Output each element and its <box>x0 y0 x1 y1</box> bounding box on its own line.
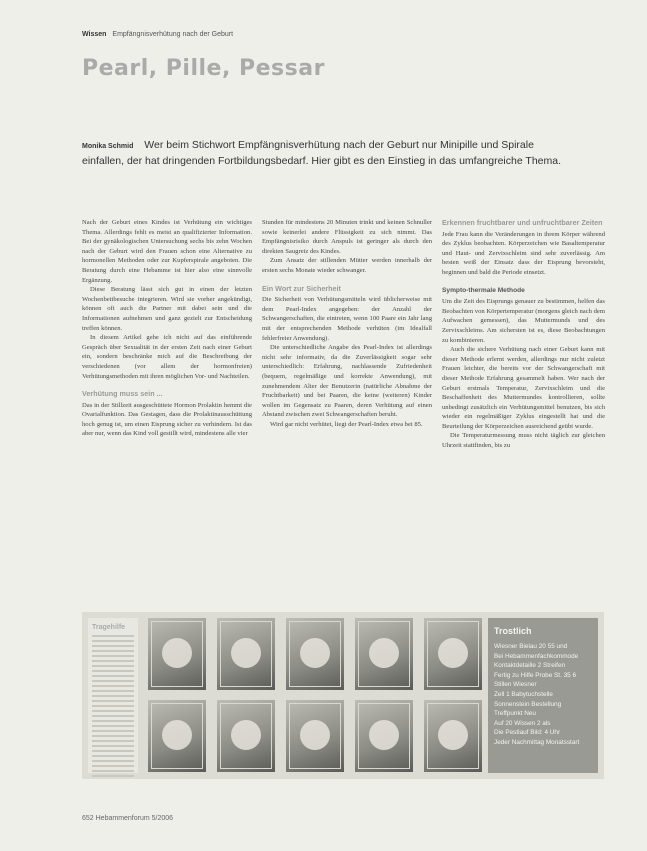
text-column-3 <box>442 218 605 451</box>
photo <box>355 618 413 690</box>
info-title: Trostlich <box>494 626 532 636</box>
subheading: Verhütung muss sein ... <box>82 389 163 399</box>
photo <box>148 618 206 690</box>
guide-line <box>92 730 134 732</box>
guide-line <box>92 775 134 777</box>
paragraph: Um die Zeit des Eisprungs genauer zu bestimmen, helfen das Beobachten von Körpertemperatur (morgens gleich nach dem Aufwachen gemessen), das Muttermunds und des Zervixschleims. Am sichersten ist es, diese Beobachtungen zu kombinieren. <box>442 298 605 344</box>
subheading: Sympto-thermale Methode <box>442 286 525 294</box>
paragraph: Diese Beratung lässt sich gut in einen der letzten Wochenbettbesuche integrieren. Wird sie vorher angekündigt, können oft auch die Partner mit dabei sein und die Informationen aufnehmen und ganz gezielt zur Entscheidung treffen können. <box>82 286 252 332</box>
info-row: Treffpunkt Neu <box>494 710 536 718</box>
photo <box>424 700 482 772</box>
guide-line <box>92 675 134 677</box>
guide-line <box>92 705 134 707</box>
paragraph: Zum Ansatz der stillenden Mütter werden innerhalb der ersten sechs Monate wieder schwanger. <box>262 257 432 274</box>
article-lead <box>82 138 572 168</box>
guide-title: Tragehilfe <box>92 624 126 631</box>
guide-line <box>92 750 134 752</box>
text-column-1 <box>82 218 252 439</box>
guide-line <box>92 760 134 762</box>
guide-line <box>92 735 134 737</box>
guide-line <box>92 700 134 702</box>
subheading: Erkennen fruchtbarer und unfruchtbarer Zeiten <box>442 218 603 227</box>
photo <box>217 618 275 690</box>
info-row: Jeder Nachmittag Monatsstart <box>494 738 580 746</box>
paragraph: Wird gar nicht verhütet, liegt der Pearl-Index etwa bei 85. <box>270 420 423 428</box>
guide-line <box>92 745 134 747</box>
info-row: Zell 1 Babytuchstelle <box>494 690 553 698</box>
section-label: Wissen <box>82 31 107 38</box>
photo-panel <box>82 612 604 779</box>
guide-line <box>92 770 134 772</box>
paragraph: Die Temperaturmessung muss nicht täglich zur gleichen Uhrzeit stattfinden, bis zu <box>442 432 605 450</box>
subheading: Ein Wort zur Sicherheit <box>262 283 341 293</box>
photo <box>148 700 206 772</box>
carrier-guide <box>88 618 138 773</box>
guide-line <box>92 645 134 647</box>
guide-line <box>92 635 134 637</box>
section-header <box>82 31 233 38</box>
guide-line <box>92 740 134 742</box>
paragraph: Die unterschiedliche Angabe des Pearl-Index ist allerdings nicht sehr informativ, da die Zuverlässigkeit sogar sehr unterschiedlich: Erfahrung, nachlassende Zufriedenheit (bequem, regelmäßige und korrekte Anwendung), mit zunehmendem Alter der Benutzerin (natürliche Abnahme der Fruchtbarkeit) und bei Paaren, die keine (weiteren) Kinder wollen im Gegensatz zu Paaren, deren Verhütung auf einen Abstand zwischen zwei Schwangerschaften beruht. <box>262 344 432 419</box>
guide-line <box>92 650 134 652</box>
guide-line <box>92 710 134 712</box>
guide-line <box>92 690 134 692</box>
guide-line <box>92 715 134 717</box>
guide-line <box>92 640 134 642</box>
photo <box>217 700 275 772</box>
paragraph: Nach der Geburt eines Kindes ist Verhütung ein wichtiges Thema. Allerdings fehlt es meist an qualifizierter Information. Bei der gynäkologischen Untersuchung sechs bis zehn Wochen nach der Geburt wird den Frauen schon eine Alternative zu hormonellen Methoden oder zur Kupferspirale angeboten. Die Beratung durch eine Hebamme ist hier also eine sinnvolle Ergänzung. <box>82 219 252 284</box>
paragraph: Jede Frau kann die Veränderungen in ihrem Körper während des Zyklus beobachten. Körperzeichen wie Basaltemperatur und Haut- und Zervixschleim sind sehr zuverlässig. Am besten weiß der Einsatz dass der Eisprung bevorsteht, beginnen und bald die Periode einsetzt. <box>442 230 605 276</box>
info-row: Die Pestlauf Bild: 4 Uhr <box>494 729 561 737</box>
info-box <box>488 618 598 773</box>
paragraph: Das in der Stillzeit ausgeschüttete Hormon Prolaktin hemmt die Ovarialfunktion. Das Gestagen, dass die Prolaktinausschüttung hoch genug ist, um einen Eisprung sicher zu verhindern. Ist das aber nur, wenn das Kind voll gestillt wird, mindestens alle vier <box>82 401 252 438</box>
paragraph: In diesem Artikel gehe ich nicht auf das einführende Gespräch über Sexualität in der ersten Zeit nach einer Geburt ein, sondern beschränke mich auf die Beschreibung der verschiedenen (vor allem der hormonfreien) Verhütungsmethoden mit ihren möglichen Vor- und Nachteilen. <box>82 334 252 380</box>
guide-line <box>92 725 134 727</box>
article-title: Pearl, Pille, Pessar <box>82 56 325 81</box>
info-row: Fertig zu Hilfe Probe St. 35 6 <box>494 671 577 679</box>
lead-text: Wer beim Stichwort Empfängnisverhütung nach der Geburt nur Minipille und Spirale einfallen, der hat dringenden Fortbildungsbedarf. Hier gibt es den Einstieg in das umfangreiche Thema. <box>82 139 562 167</box>
photo <box>286 618 344 690</box>
photo <box>355 700 413 772</box>
section-topic: Empfängnisverhütung nach der Geburt <box>112 31 234 38</box>
guide-line <box>92 680 134 682</box>
guide-line <box>92 665 134 667</box>
guide-line <box>92 655 134 657</box>
photo-grid <box>148 618 484 773</box>
author-name: Monika Schmid <box>82 143 134 150</box>
photo <box>286 700 344 772</box>
guide-line <box>92 660 134 662</box>
info-row: Stillen Wiesner <box>494 681 537 689</box>
info-row: Wiesner Bielau 20 55 und <box>494 643 568 650</box>
paragraph: Stunden für mindestens 20 Minuten trinkt und keinen Schnuller sowie keinerlei andere Flüssigkeit zu sich nimmt. Das Empfängnisrisiko durch Anspuls ist geringer als durch den direkten Saugreiz des Kindes. <box>262 219 432 255</box>
guide-line <box>92 695 134 697</box>
guide-line <box>92 720 134 722</box>
info-row: Kontaktdetaille 2 Streifen <box>494 662 566 670</box>
info-row: Sonnenstein Bestellung <box>494 700 562 708</box>
guide-line <box>92 755 134 757</box>
paragraph: Auch die sichere Verhütung nach einer Geburt kann mit dieser Methode erlernt werden, allerdings nur nicht zuletzt Frauen leichter, die bereits vor der Schwangerschaft mit dieser Methode Erfahrung gesammelt haben. Wer nach der Geburt erstmals Temperatur, Zervixschleim und die Beschaffenheit des Muttermundes kontrollieren, sollte unbedingt zusätzlich ein Verhütungsmittel benutzen, bis sich wieder ein regelmäßiger Zyklus eingestellt hat und die Beurteilung der Körperzeichen ausreichend geübt wurde. <box>442 346 605 430</box>
paragraph: Die Sicherheit von Verhütungsmitteln wird üblicherweise mit dem Pearl-Index angegeben: der Anzahl der Schwangerschaften, die eintreten, wenn 100 Paare ein Jahr lang mit der entsprechenden Methode verhüten (im Idealfall fehlerfreier Anwendung). <box>262 296 432 342</box>
page-footer: 652 Hebammenforum 5/2006 <box>82 815 174 822</box>
guide-line <box>92 685 134 687</box>
guide-line <box>92 765 134 767</box>
info-row: Bei Hebammenfachkommode <box>494 652 579 660</box>
photo <box>424 618 482 690</box>
info-row: Auf 20 Wissen 2 als <box>494 719 551 727</box>
text-column-2 <box>262 218 432 429</box>
guide-line <box>92 670 134 672</box>
